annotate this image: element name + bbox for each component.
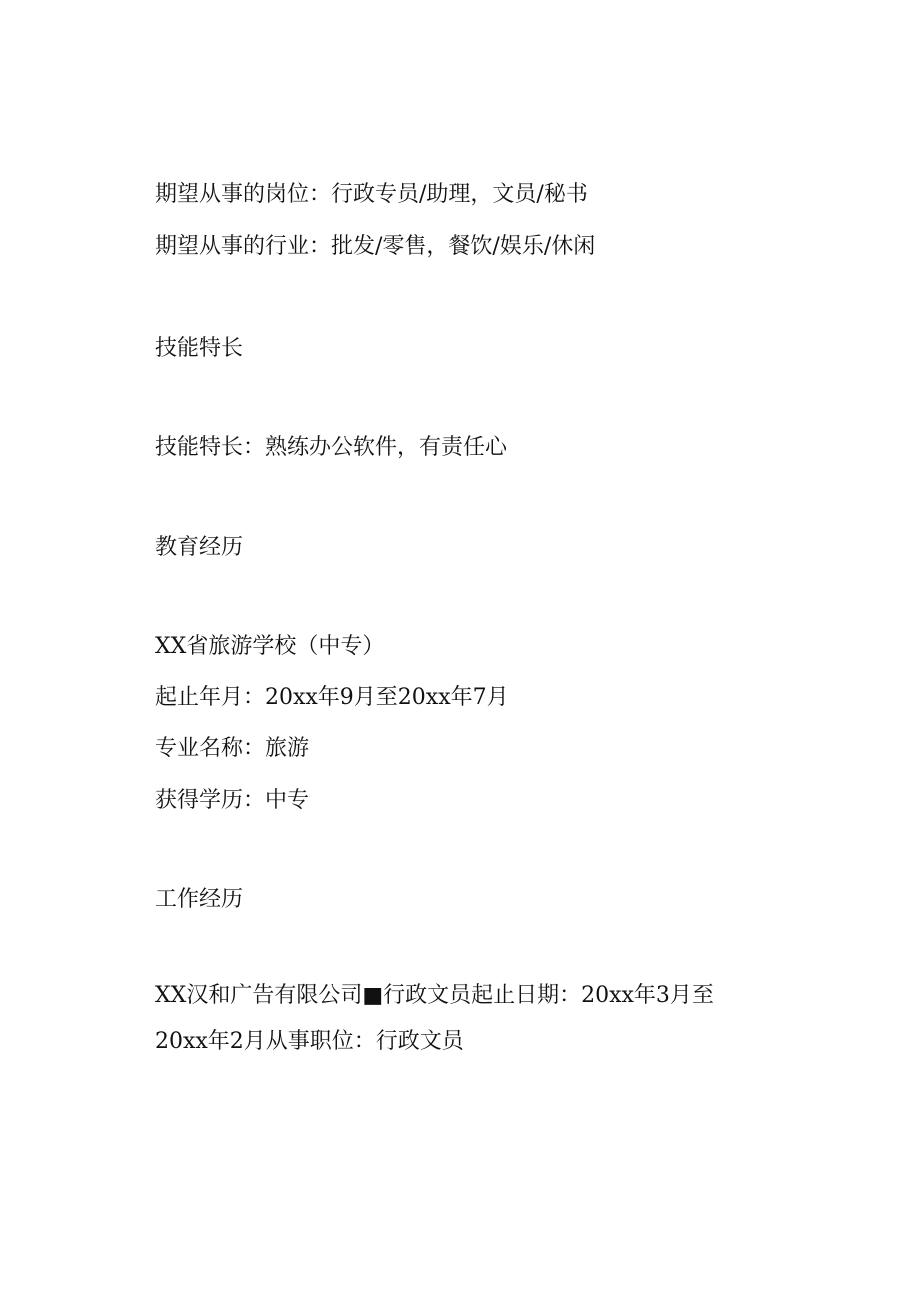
school-line: XX省旅游学校（中专） xyxy=(155,634,385,659)
desired-position-line: 期望从事的岗位：行政专员/助理，文员/秘书 xyxy=(155,182,588,207)
skills-line: 技能特长：熟练办公软件，有责任心 xyxy=(155,435,508,460)
work-heading: 工作经历 xyxy=(155,887,244,912)
skills-heading: 技能特长 xyxy=(155,336,244,361)
desired-industry-line: 期望从事的行业：批发/零售，餐饮/娱乐/休闲 xyxy=(155,234,596,259)
major-line: 专业名称：旅游 xyxy=(155,736,310,761)
education-heading: 教育经历 xyxy=(155,535,244,560)
work-entry-line-2: 20xx年2月从事职位：行政文员 xyxy=(155,1029,464,1054)
work-entry-line-1: XX汉和广告有限公司■行政文员起止日期：20xx年3月至 xyxy=(155,983,714,1008)
degree-line: 获得学历：中专 xyxy=(155,788,310,813)
education-dates-line: 起止年月：20xx年9月至20xx年7月 xyxy=(155,685,509,710)
